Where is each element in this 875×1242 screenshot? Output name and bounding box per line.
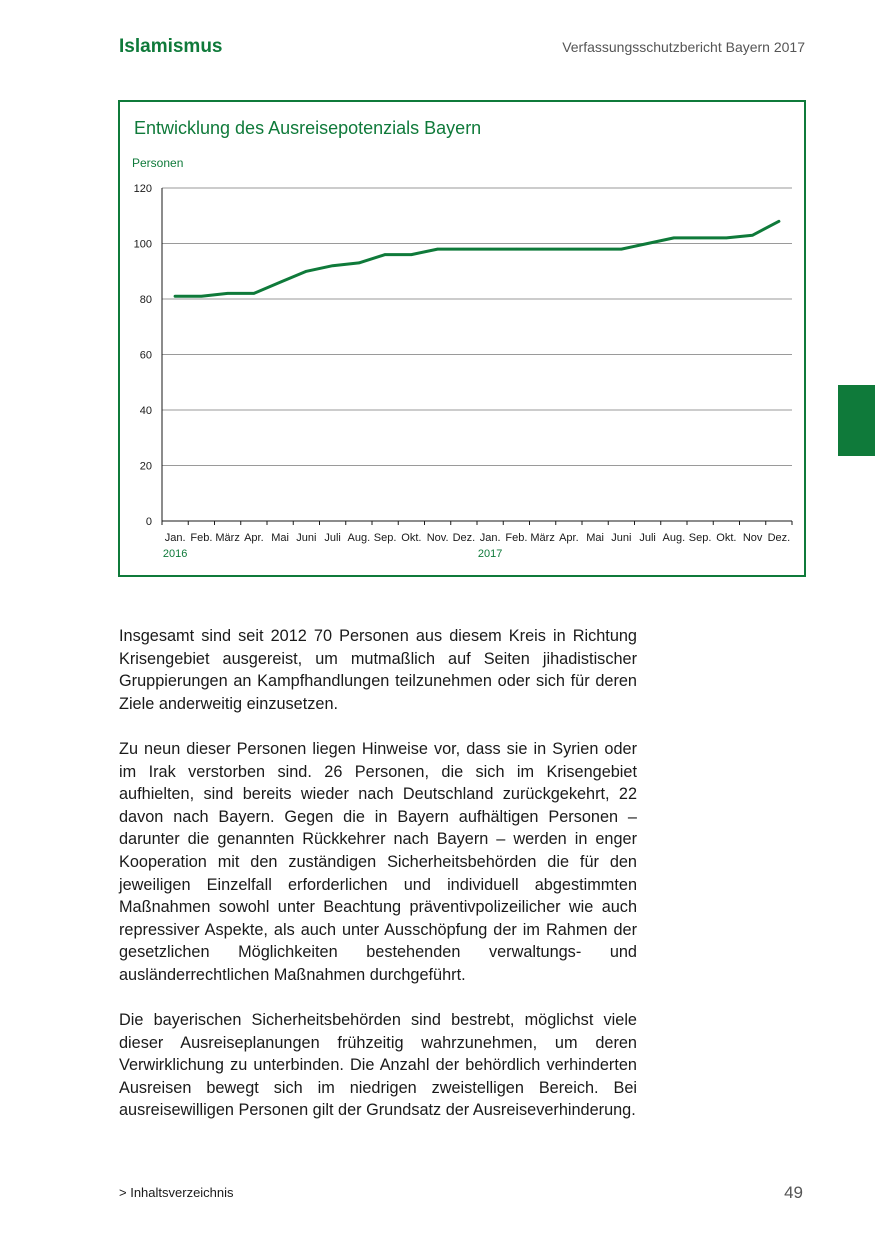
x-tick-label: Jan. — [164, 532, 186, 544]
x-tick-label: Dez. — [767, 532, 791, 544]
data-point — [463, 248, 465, 250]
data-point — [279, 281, 281, 283]
chart-title: Entwicklung des Ausreisepotenzials Bayern — [134, 118, 482, 138]
data-point — [673, 237, 675, 239]
data-point — [200, 295, 202, 297]
data-point — [620, 248, 622, 250]
x-tick-label: Juli — [639, 532, 656, 544]
x-tick-label: März — [215, 532, 240, 544]
data-point — [778, 220, 780, 222]
page-number: 49 — [784, 1183, 803, 1202]
data-point — [646, 242, 648, 244]
x-tick-label: Okt. — [716, 532, 737, 544]
paragraph: Zu neun dieser Personen liegen Hinweise vor, dass sie in Syrien oder im Irak verstorben sind. 26 Personen, die sich im Krisengebiet aufhielten, sind bereits wieder nach Deutschland zurückgekehrt, 22 davon nach Bayern. Gegen die in Bayern aufhältigen Personen – darunter die genannten Rückkehrer nach Bayern – werden in enger Kooperation mit den zuständigen Sicherheitsbehörden die für den jeweiligen Einzelfall erforderlichen und individuell abgestimmten Maßnahmen sowohl unter Beachtung präventivpolizeilicher wie auch repressiver Aspekte, als auch unter Ausschöpfung der im Rahmen der gesetzlichen Möglichkeiten bestehenden verwaltungs- und ausländerrechtlichen Maßnahmen durchgeführt. — [119, 739, 637, 984]
y-tick-label: 100 — [133, 238, 152, 251]
data-point — [305, 270, 307, 272]
y-tick-label: 60 — [139, 349, 152, 362]
data-point — [253, 292, 255, 294]
data-point — [489, 248, 491, 250]
x-tick-label: März — [530, 532, 555, 544]
chart-y-axis-label: Personen — [132, 156, 184, 170]
data-point — [384, 253, 386, 255]
y-tick-label: 120 — [133, 183, 152, 195]
data-point — [541, 248, 543, 250]
x-year-label: 2017 — [477, 548, 503, 560]
x-tick-label: Jan. — [479, 532, 501, 544]
x-tick-label: Apr. — [559, 532, 579, 544]
data-point — [725, 237, 727, 239]
x-tick-label: Juni — [611, 532, 632, 544]
data-point — [358, 262, 360, 264]
body-text — [119, 625, 637, 1145]
report-title: Verfassungsschutzbericht Bayern 2017 — [562, 39, 805, 55]
x-tick-label: Feb. — [190, 532, 213, 544]
paragraph: Die bayerischen Sicherheitsbehörden sind bestrebt, möglichst viele dieser Ausreiseplanungen frühzeitig wahrzunehmen, um deren Verwirklichung zu unterbinden. Die Anzahl der behördlich verhinderten Ausreisen bewegt sich im niedrigen zweistelligen Bereich. Bei ausreisewilligen Personen gilt der Grundsatz der Ausreiseverhinderung. — [119, 1011, 637, 1120]
x-tick-label: Apr. — [244, 532, 264, 544]
x-tick-label: Dez. — [452, 532, 476, 544]
data-point — [410, 253, 412, 255]
x-tick-label: Nov. — [426, 532, 449, 544]
x-tick-label: Juli — [324, 532, 341, 544]
x-tick-label: Aug. — [662, 532, 686, 544]
data-point — [699, 237, 701, 239]
series-line — [175, 221, 779, 296]
data-point — [226, 292, 228, 294]
chart-panel — [118, 100, 806, 577]
data-point — [594, 248, 596, 250]
x-tick-label: Sep. — [373, 532, 397, 544]
x-tick-label: Sep. — [688, 532, 712, 544]
x-tick-label: Okt. — [401, 532, 422, 544]
x-tick-label: Mai — [586, 532, 604, 544]
line-chart — [120, 102, 804, 575]
chapter-tab-marker — [838, 385, 875, 456]
y-tick-label: 0 — [145, 516, 152, 528]
section-title: Islamismus — [119, 36, 223, 57]
x-tick-label: Feb. — [505, 532, 528, 544]
data-point — [331, 265, 333, 267]
x-year-label: 2016 — [162, 548, 188, 560]
x-tick-label: Mai — [271, 532, 289, 544]
y-tick-label: 40 — [139, 405, 152, 417]
y-tick-label: 80 — [139, 294, 152, 306]
x-tick-label: Nov — [742, 532, 763, 544]
paragraph: Insgesamt sind seit 2012 70 Personen aus diesem Kreis in Richtung Krisengebiet ausgereist, um mutmaßlich auf Seiten jihadistischer Gruppierungen an Kampfhandlungen teilzunehmen oder sich für deren Ziele anderweitig einzusetzen. — [119, 627, 637, 713]
data-point — [515, 248, 517, 250]
data-point — [436, 248, 438, 250]
y-tick-label: 20 — [139, 460, 152, 473]
data-point — [751, 234, 753, 236]
data-point — [568, 248, 570, 250]
x-tick-label: Juni — [296, 532, 317, 544]
table-of-contents-link[interactable]: > Inhaltsverzeichnis — [119, 1185, 234, 1200]
x-tick-label: Aug. — [347, 532, 371, 544]
data-point — [174, 295, 176, 297]
